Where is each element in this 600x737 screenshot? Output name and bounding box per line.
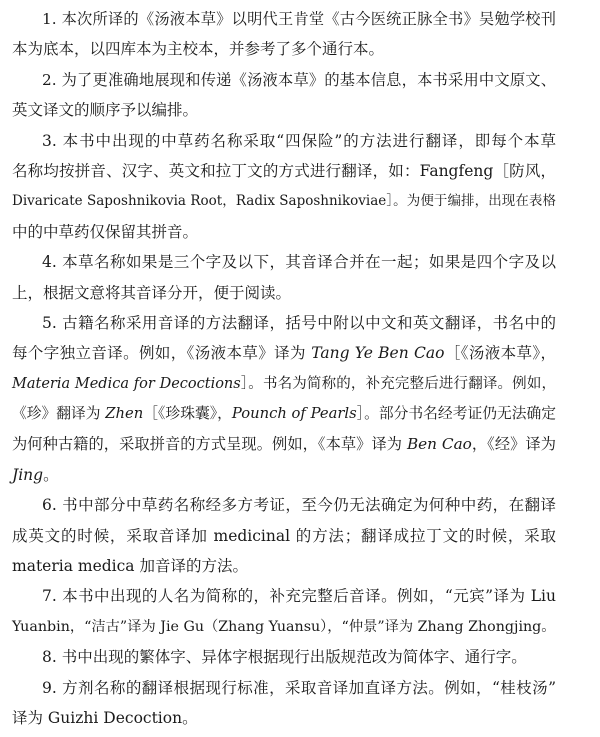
text-run: ］。部分书名经考证仍无法确定	[356, 405, 557, 423]
text-line	[12, 642, 556, 672]
text-run: 9. 方剂名称的翻译根据现行标准，采取音译加直译方法。例如，“桂枝汤”	[42, 678, 556, 697]
text-run: 8. 书中出现的繁体字、异体字根据现行出版规范改为简体字、通行字。	[42, 648, 527, 667]
text-run: 名称均按拼音、汉字、英文和拉丁文的方式进行翻译，如：Fangfeng［防风，	[12, 161, 556, 180]
italic-title-text: Ben Cao	[406, 435, 472, 454]
text-line	[12, 217, 556, 247]
text-run: 英文译文的顺序予以编排。	[12, 101, 199, 120]
italic-title-text: Jing	[12, 465, 44, 484]
text-run: 3. 本书中出现的中草药名称采取“四保险”的方法进行翻译，即每个本草	[42, 131, 556, 150]
text-line	[12, 95, 556, 125]
text-line	[12, 581, 556, 611]
text-run: 1. 本次所译的《汤液本草》以明代王肯堂《古今医统正脉全书》吴勉学校刊	[42, 10, 556, 28]
text-run: 每个字独立音译。例如，《汤液本草》译为	[12, 344, 312, 363]
text-run: 成英文的时候，采取音译加 medicinal 的方法；翻译成拉丁文的时候，采取	[12, 526, 556, 545]
text-run: 7. 本书中出现的人名为简称的，补充完整后音译。例如，“元宾”译为 Liu	[42, 587, 556, 606]
text-line	[12, 399, 556, 429]
italic-title-text: Pounch of Pearls	[231, 405, 357, 423]
text-run: 译为 Guizhi Decoction。	[12, 708, 198, 727]
italic-title-text: Tang Ye Ben Cao	[311, 344, 445, 363]
text-run: ］。书名为简称的，补充完整后进行翻译。例如，	[240, 375, 557, 392]
text-line	[12, 126, 556, 156]
text-line	[12, 338, 556, 368]
text-run: 上，根据文意将其音译分开，便于阅读。	[12, 283, 292, 302]
text-run: 。	[43, 465, 59, 484]
text-run: Yuanbin，“洁古”译为 Jie Gu（Zhang Yuansu），“仲景”译为 Zhang Zhongjing。	[12, 618, 556, 635]
text-run: 4. 本草名称如果是三个字及以下，其音译合并在一起；如果是四个字及以	[42, 253, 556, 272]
text-line	[12, 429, 556, 459]
italic-title-text: Materia Medica for Decoctions	[12, 375, 241, 392]
text-line	[12, 612, 556, 642]
text-line	[12, 673, 556, 703]
paragraph-6	[12, 490, 556, 581]
text-line	[12, 490, 556, 520]
text-line	[12, 65, 556, 95]
text-line	[12, 4, 556, 34]
text-line	[12, 278, 556, 308]
text-run: 《珍》翻译为	[12, 405, 106, 423]
text-run: ［《汤液本草》，	[444, 344, 556, 363]
text-line	[12, 369, 556, 399]
document-body	[12, 4, 556, 733]
paragraph-8	[12, 642, 556, 672]
text-line	[12, 460, 556, 490]
italic-title-text: Zhen	[105, 405, 144, 423]
text-line	[12, 308, 556, 338]
text-run: 本为底本，以四库本为主校本，并参考了多个通行本。	[12, 40, 385, 59]
text-line	[12, 521, 556, 551]
paragraph-9	[12, 673, 556, 734]
text-run: 6. 书中部分中草药名称经多方考证，至今仍无法确定为何种中药，在翻译	[42, 496, 556, 515]
text-run: 2. 为了更准确地展现和传递《汤液本草》的基本信息，本书采用中文原文、	[42, 70, 556, 89]
text-line	[12, 247, 556, 277]
paragraph-3	[12, 126, 556, 248]
paragraph-1	[12, 4, 556, 65]
text-line	[12, 551, 556, 581]
paragraph-2	[12, 65, 556, 126]
paragraph-5	[12, 308, 556, 490]
text-run: materia medica 加音译的方法。	[12, 557, 248, 576]
text-run: 为何种古籍的，采取拼音的方式呈现。例如，《本草》译为	[12, 435, 407, 454]
paragraph-7	[12, 581, 556, 642]
text-line	[12, 34, 556, 64]
text-run: ，《经》译为	[471, 435, 556, 454]
text-line	[12, 186, 556, 216]
paragraph-4	[12, 247, 556, 308]
text-run: 5. 古籍名称采用音译的方法翻译，括号中附以中文和英文翻译，书名中的	[42, 313, 556, 332]
text-line	[12, 156, 556, 186]
text-run: Divaricate Saposhnikovia Root，Radix Saposhnikoviae］。为便于编排，出现在表格	[12, 193, 556, 210]
text-line	[12, 703, 556, 733]
text-run: ［《珍珠囊》，	[143, 405, 232, 423]
text-run: 中的中草药仅保留其拼音。	[12, 222, 199, 241]
